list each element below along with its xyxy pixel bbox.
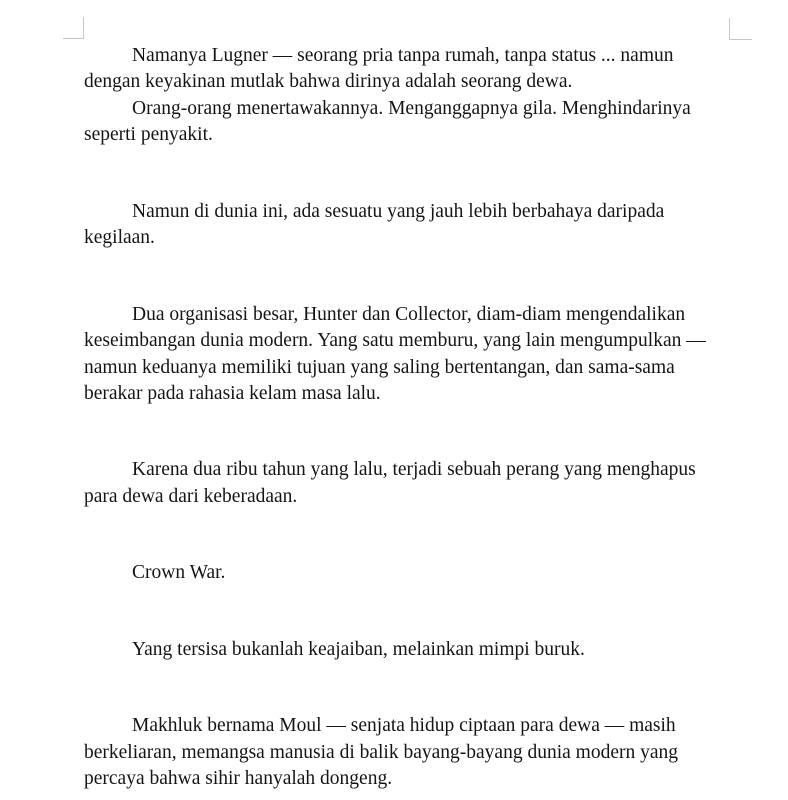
text-boundary-corner-mark-left (63, 17, 84, 39)
text-line: dengan keyakinan mutlak bahwa dirinya adalah seorang dewa. (84, 71, 573, 93)
text-line: percaya bahwa sihir hanyalah dongeng. (84, 768, 393, 789)
text-line: namun keduanya memiliki tujuan yang saling bertentangan, dan sama-sama (84, 356, 675, 378)
text-line: seperti penyakit. (84, 124, 213, 146)
text-line: Namanya Lugner — seorang pria tanpa rumah, tanpa status ... namun (132, 45, 674, 66)
paragraph (84, 43, 744, 96)
paragraph (84, 199, 744, 252)
paragraph (84, 560, 744, 586)
paragraph (84, 96, 744, 149)
text-line: para dewa dari keberadaan. (84, 485, 298, 507)
paragraph (84, 637, 744, 663)
text-line: Orang-orang menertawakannya. Menganggapnya gila. Menghindarinya (132, 97, 691, 119)
paragraph (84, 302, 744, 408)
text-line: berakar pada rahasia kelam masa lalu. (84, 382, 381, 404)
text-line: Makhluk bernama Moul — senjata hidup ciptaan para dewa — masih (132, 715, 676, 737)
text-line: Dua organisasi besar, Hunter dan Collector, diam-diam mengendalikan (132, 303, 686, 325)
text-line: Yang tersisa bukanlah keajaiban, melainkan mimpi buruk. (132, 638, 585, 660)
text-line: kegilaan. (84, 227, 155, 249)
text-line: Namun di dunia ini, ada sesuatu yang jauh lebih berbahaya daripada (132, 200, 665, 222)
paragraph (84, 713, 744, 792)
text-line: Crown War. (132, 562, 226, 584)
document-text-area[interactable] (84, 0, 744, 792)
paragraph (84, 457, 744, 510)
text-line: keseimbangan dunia modern. Yang satu memburu, yang lain mengumpulkan — (84, 330, 706, 352)
text-line: berkeliaran, memangsa manusia di balik bayang-bayang dunia modern yang (84, 741, 679, 763)
text-line: Karena dua ribu tahun yang lalu, terjadi sebuah perang yang menghapus (132, 459, 696, 481)
